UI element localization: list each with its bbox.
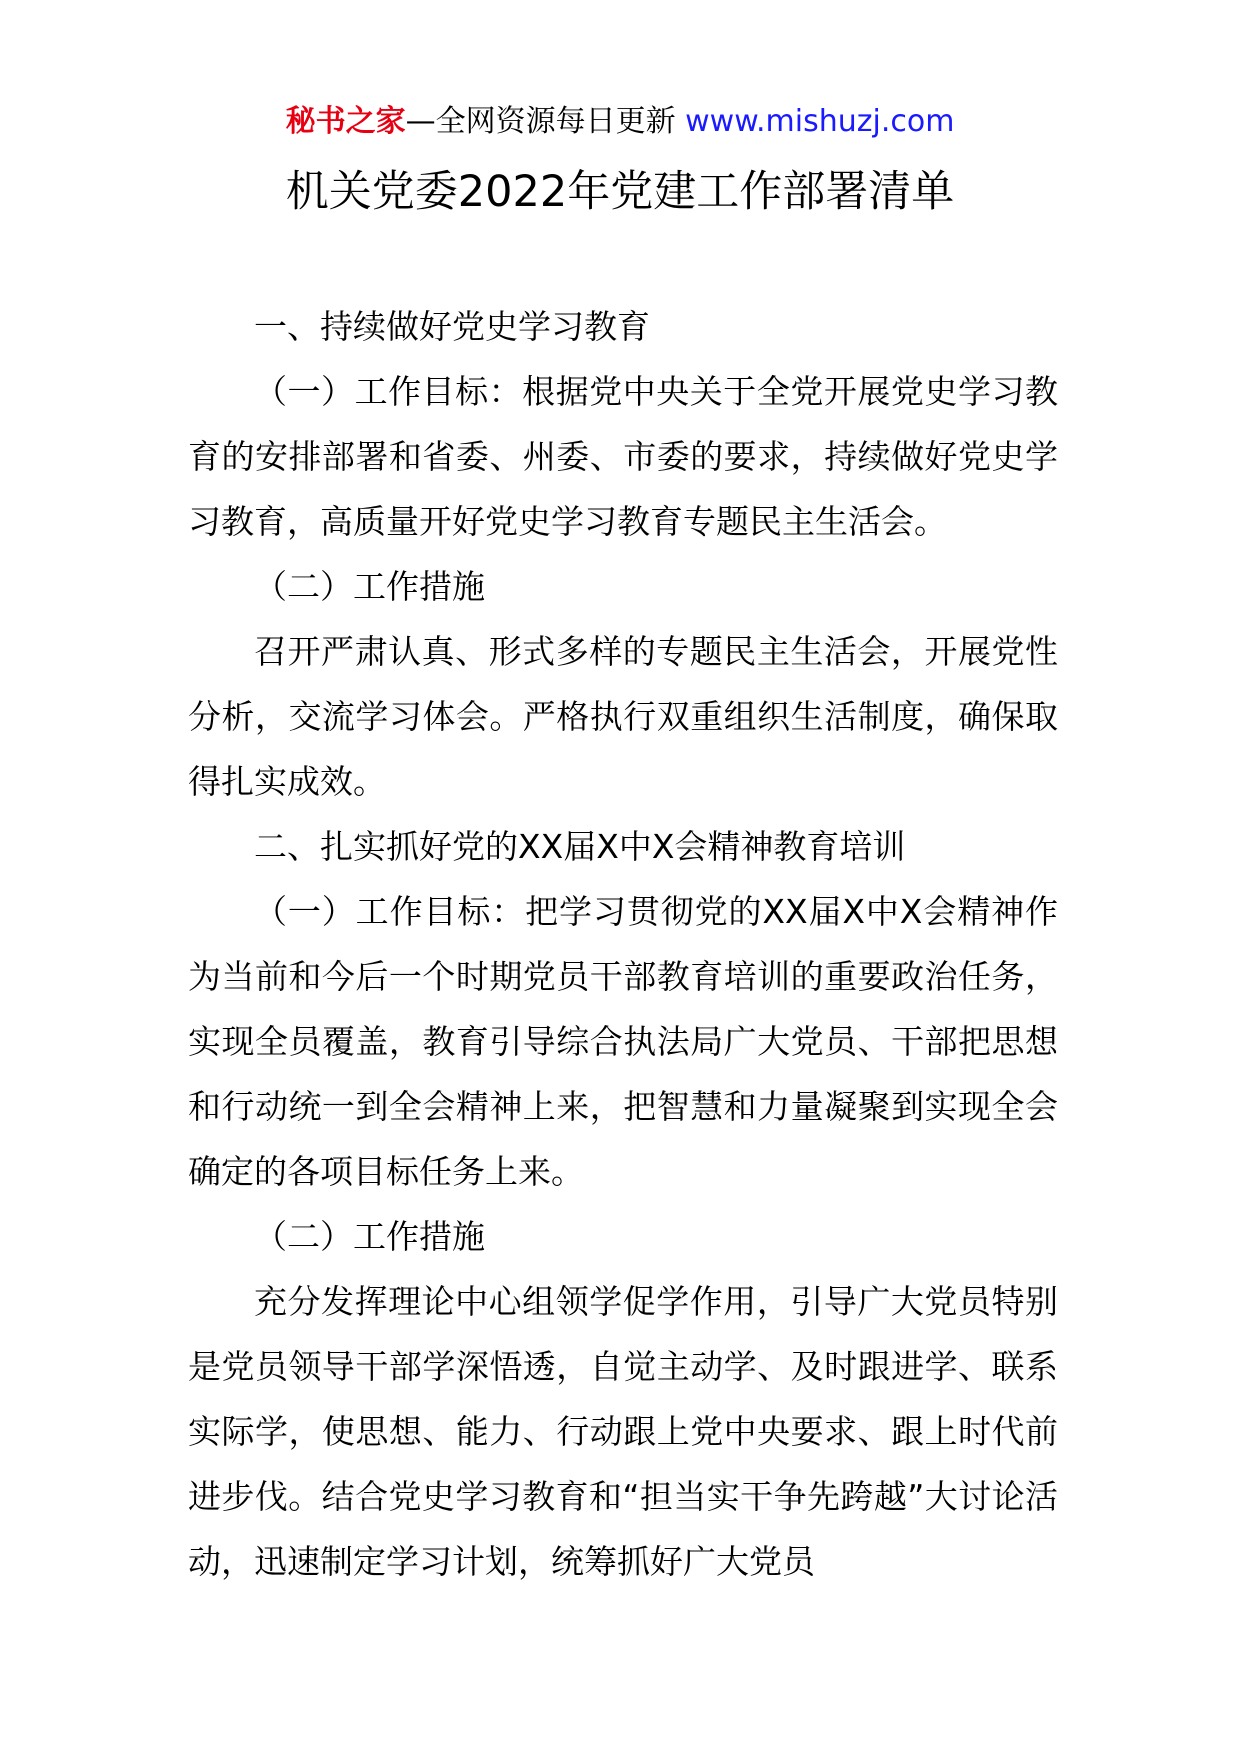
subsection-heading: （二）工作措施 [254, 567, 485, 606]
section-heading: 一、持续做好党史学习教育 [254, 307, 650, 346]
paragraph: （一）工作目标：根据党中央关于全党开展党史学习教育的安排部署和省委、州委、市委的要求，持续做好党史学习教育，高质量开好党史学习教育专题民主生活会。 [188, 372, 1058, 541]
paragraph: 充分发挥理论中心组领学促学作用，引导广大党员特别是党员领导干部学深悟透，自觉主动学、及时跟进学、联系实际学，使思想、能力、行动跟上党中央要求、跟上时代前进步伐。结合党史学习教育和“担当实干争先跨越”大讨论活动，迅速制定学习计划，统筹抓好广大党员 [188, 1282, 1058, 1581]
brand-name: 秘书之家 [285, 104, 406, 139]
paragraph: （一）工作目标：把学习贯彻党的XX届X中X会精神作为当前和今后一个时期党员干部教育培训的重要政治任务，实现全员覆盖，教育引导综合执法局广大党员、干部把思想和行动统一到全会精神上来，把智慧和力量凝聚到实现全会确定的各项目标任务上来。 [188, 892, 1058, 1191]
document-title: 机关党委2022年党建工作部署清单 [285, 167, 955, 217]
site-url-link[interactable]: www.mishuzj.com [685, 104, 955, 139]
document-body [188, 294, 1058, 1594]
subsection-heading: （二）工作措施 [254, 1217, 485, 1256]
watermark-header [0, 100, 1240, 144]
section-heading: 二、扎实抓好党的XX届X中X会精神教育培训 [254, 827, 906, 866]
header-tagline: —全网资源每日更新 [405, 104, 676, 139]
paragraph: 召开严肃认真、形式多样的专题民主生活会，开展党性分析，交流学习体会。严格执行双重组织生活制度，确保取得扎实成效。 [188, 632, 1058, 801]
